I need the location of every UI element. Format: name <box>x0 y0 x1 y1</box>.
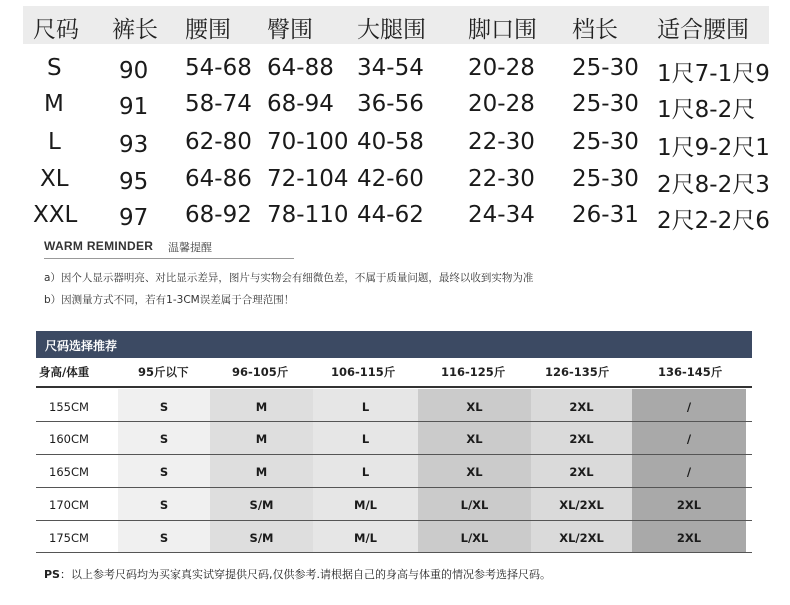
size-table-cell: S <box>47 55 62 81</box>
recommend-cell: XL/2XL <box>559 531 604 545</box>
reminder-title: WARM REMINDER <box>44 239 154 253</box>
recommend-cell: / <box>686 400 692 414</box>
reminder-divider <box>44 258 294 259</box>
size-header-cell: 尺码 <box>33 17 79 43</box>
recommend-cell: S <box>159 498 169 512</box>
recommend-cell: S/M <box>249 498 274 512</box>
size-table-cell: 34-54 <box>357 55 424 81</box>
recommend-row-label: 165CM <box>49 465 89 479</box>
size-table-cell: 25-30 <box>572 129 639 155</box>
recommend-header-cell: 96-105斤 <box>232 365 289 379</box>
size-table-cell: 70-100 <box>267 129 349 155</box>
recommend-cell: L/XL <box>460 498 489 512</box>
recommend-cell: 2XL <box>569 465 594 479</box>
recommend-cell: XL <box>466 400 483 414</box>
recommend-cell: XL/2XL <box>559 498 604 512</box>
size-table-cell: 93 <box>119 132 149 158</box>
size-header-cell: 裤长 <box>112 17 158 43</box>
recommend-row-label: 155CM <box>49 400 89 414</box>
recommend-cell: M <box>255 465 268 479</box>
size-table-cell: 97 <box>119 205 149 231</box>
recommend-cell: S <box>159 432 169 446</box>
recommend-cell: S <box>159 465 169 479</box>
size-table-cell: 40-58 <box>357 129 424 155</box>
size-table-cell: 42-60 <box>357 166 424 192</box>
size-table-cell: 78-110 <box>267 202 349 228</box>
size-table-cell: 1尺7-1尺9 <box>657 61 770 87</box>
size-table-cell: 25-30 <box>572 91 639 117</box>
size-table-cell: 95 <box>119 169 149 195</box>
ps-label: PS <box>44 568 60 581</box>
recommend-cell: / <box>686 465 692 479</box>
size-header-cell: 适合腰围 <box>657 17 749 43</box>
recommend-cell: XL <box>466 432 483 446</box>
recommend-banner-title: 尺码选择推荐 <box>45 339 118 353</box>
ps-text: ：以上参考尺码均为买家真实试穿提供尺码,仅供参考.请根据自己的身高与体重的情况参考选择尺码。 <box>59 568 551 581</box>
recommend-cell: M <box>255 400 268 414</box>
recommend-cell: / <box>686 432 692 446</box>
ps-note <box>44 566 551 582</box>
size-table-cell: 54-68 <box>185 55 252 81</box>
recommend-cell: 2XL <box>676 498 702 512</box>
reminder-subtitle: 温馨提醒 <box>168 241 212 254</box>
size-table-cell: 22-30 <box>468 129 535 155</box>
size-table-cell: 44-62 <box>357 202 424 228</box>
recommend-header-cell: 126-135斤 <box>545 365 610 379</box>
size-table-cell: 1尺9-2尺1 <box>657 135 770 161</box>
size-table-cell: XL <box>40 166 69 192</box>
size-table-cell: 2尺2-2尺6 <box>657 208 770 234</box>
size-table-cell: 1尺8-2尺 <box>657 97 756 123</box>
recommend-header-cell: 95斤以下 <box>138 365 189 379</box>
recommend-cell: L <box>361 465 370 479</box>
recommend-row-label: 175CM <box>49 531 89 545</box>
size-table-cell: 58-74 <box>185 91 252 117</box>
recommend-cell: M/L <box>354 498 377 512</box>
recommend-header-cell: 116-125斤 <box>441 365 506 379</box>
size-header-cell: 腰围 <box>185 17 231 43</box>
size-table-cell: 64-88 <box>267 55 334 81</box>
recommend-header-divider <box>36 386 752 388</box>
recommend-cell: 2XL <box>569 400 594 414</box>
recommend-row-divider <box>36 487 752 488</box>
size-table-cell: 22-30 <box>468 166 535 192</box>
recommend-cell: 2XL <box>676 531 702 545</box>
reminder-note-b: b）因测量方式不同，若有1-3CM误差属于合理范围！ <box>44 294 295 306</box>
recommend-header-cell: 106-115斤 <box>331 365 396 379</box>
recommend-cell: M/L <box>354 531 377 545</box>
recommend-bottom-divider <box>36 552 752 553</box>
size-table-cell: 2尺8-2尺3 <box>657 172 770 198</box>
size-table-cell: 25-30 <box>572 55 639 81</box>
size-table-cell: M <box>44 91 64 117</box>
size-table-cell: 36-56 <box>357 91 424 117</box>
size-table-cell: 68-92 <box>185 202 252 228</box>
size-table-cell: 90 <box>119 58 149 84</box>
recommend-banner <box>36 331 752 358</box>
recommend-cell: M <box>255 432 268 446</box>
size-table-cell: 25-30 <box>572 166 639 192</box>
size-header-cell: 档长 <box>572 17 618 43</box>
size-header-cell: 脚口围 <box>468 17 537 43</box>
size-table-cell: 20-28 <box>468 91 535 117</box>
recommend-row-label: 170CM <box>49 498 89 512</box>
recommend-cell: L <box>361 400 370 414</box>
size-table-cell: 64-86 <box>185 166 252 192</box>
recommend-cell: L/XL <box>460 531 489 545</box>
size-table-cell: 91 <box>119 94 149 120</box>
recommend-cell: S <box>159 531 169 545</box>
size-table-cell: 26-31 <box>572 202 639 228</box>
size-header-cell: 臀围 <box>267 17 313 43</box>
recommend-row-label: 160CM <box>49 432 89 446</box>
size-table-cell: 68-94 <box>267 91 334 117</box>
size-header-cell: 大腿围 <box>357 17 426 43</box>
recommend-cell: S <box>159 400 169 414</box>
recommend-row-divider <box>36 520 752 521</box>
recommend-row-divider <box>36 454 752 455</box>
reminder-note-a: a）因个人显示器明亮、对比显示差异，图片与实物会有细微色差，不属于质量问题，最终以收到实物为准 <box>44 272 534 284</box>
recommend-header-cell: 身高/体重 <box>39 365 90 379</box>
size-table-cell: 62-80 <box>185 129 252 155</box>
size-table-cell: 20-28 <box>468 55 535 81</box>
size-table-cell: 24-34 <box>468 202 535 228</box>
recommend-cell: S/M <box>249 531 274 545</box>
recommend-cell: XL <box>466 465 483 479</box>
recommend-cell: 2XL <box>569 432 594 446</box>
size-table-cell: L <box>48 129 61 155</box>
size-table-cell: XXL <box>33 202 78 228</box>
recommend-cell: L <box>361 432 370 446</box>
size-table-cell: 72-104 <box>267 166 349 192</box>
recommend-row-divider <box>36 421 752 422</box>
recommend-header-cell: 136-145斤 <box>658 365 723 379</box>
